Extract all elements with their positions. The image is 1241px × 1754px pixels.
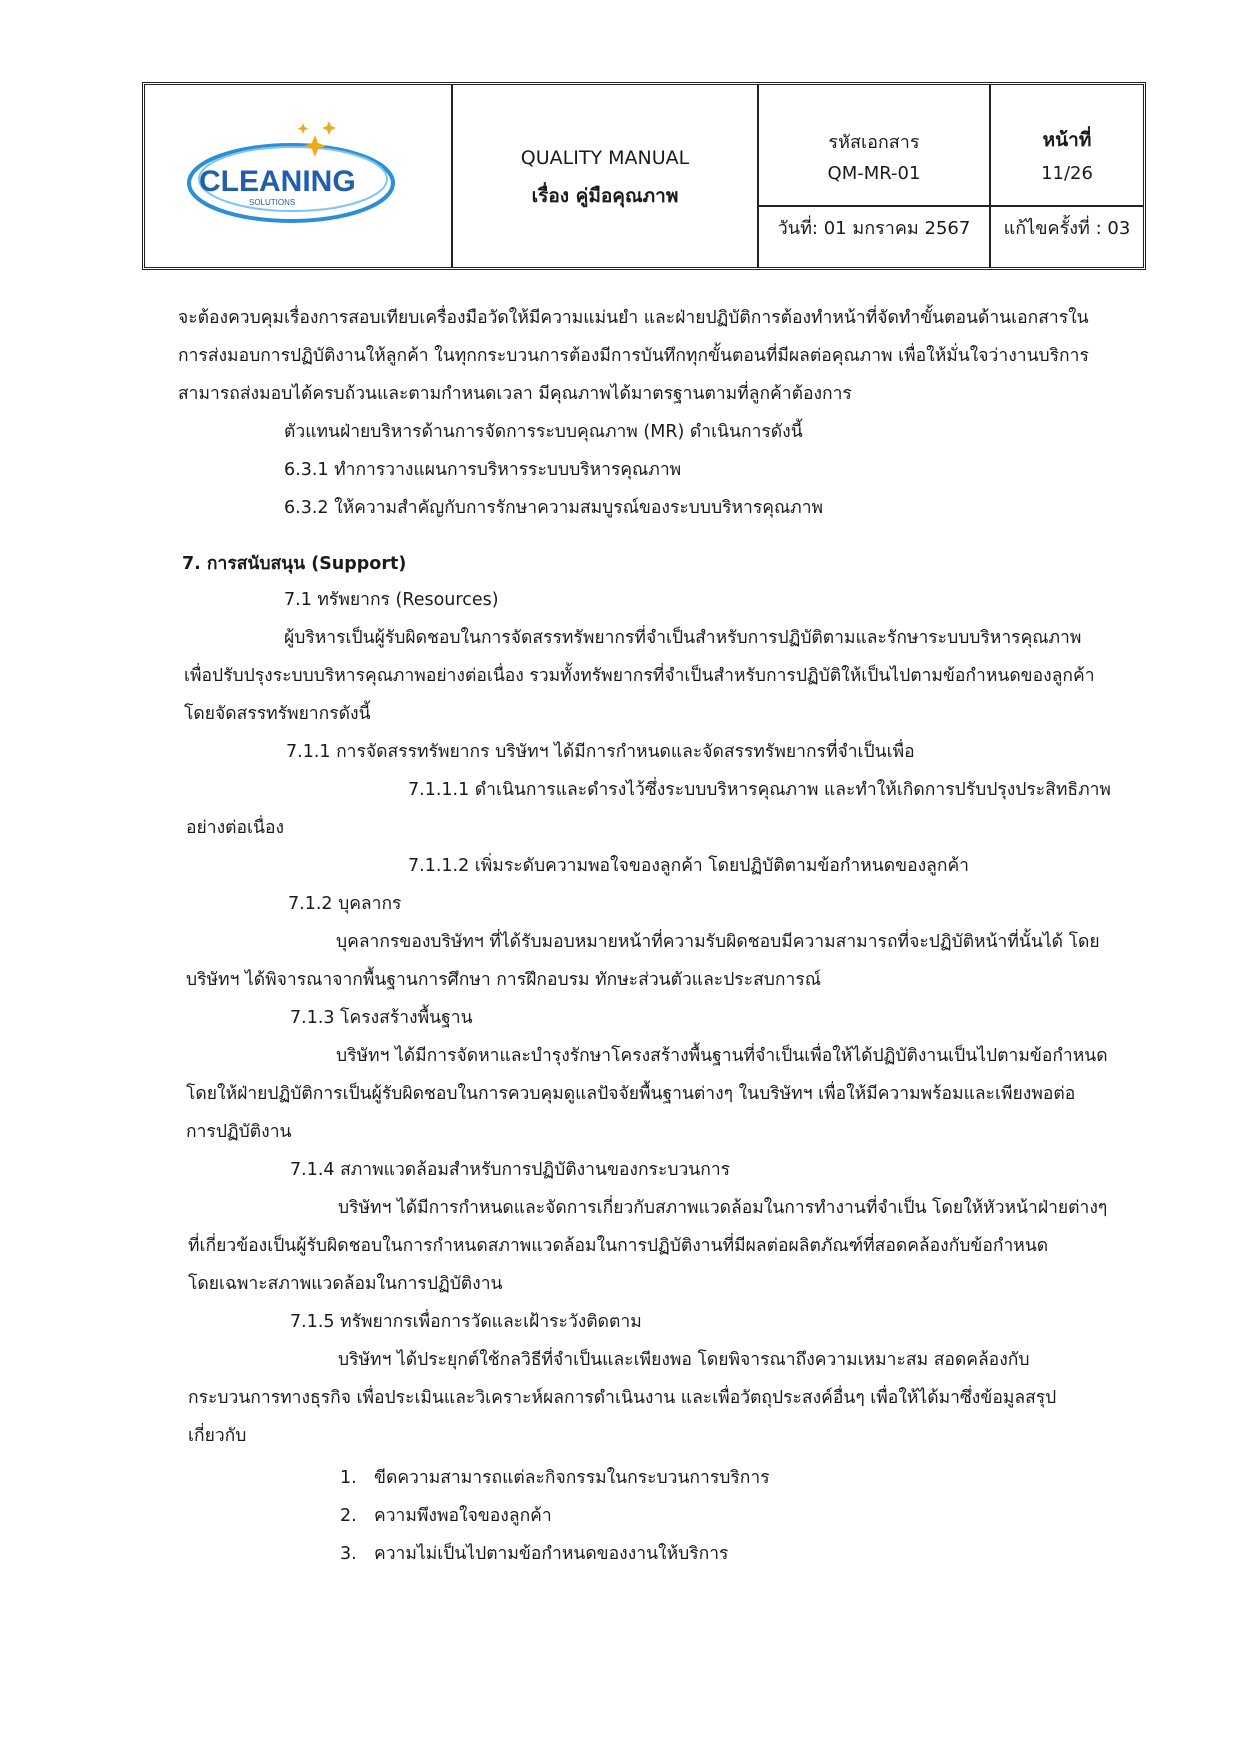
svg-text:CLEANING: CLEANING xyxy=(199,165,356,198)
company-logo xyxy=(183,117,419,237)
list-number: 1. xyxy=(340,1468,357,1488)
doc-code-cell xyxy=(759,85,991,267)
paragraph-line: บริษัทฯ ได้มีการจัดหาและบำรุงรักษาโครงสร้างพื้นฐานที่จำเป็นเพื่อให้ได้ปฏิบัติงานเป็นไปตามข้อกำหนด xyxy=(336,1046,1108,1066)
list-item: ความไม่เป็นไปตามข้อกำหนดของงานให้บริการ xyxy=(374,1544,729,1564)
doc-code: QM-MR-01 xyxy=(827,163,921,184)
paragraph-line: บริษัทฯ ได้พิจารณาจากพื้นฐานการศึกษา การฝึกอบรม ทักษะส่วนตัวและประสบการณ์ xyxy=(186,970,821,990)
paragraph-line: โดยเฉพาะสภาพแวดล้อมในการปฏิบัติงาน xyxy=(188,1274,503,1294)
list-item: 6.3.2 ให้ความสำคัญกับการรักษาความสมบูรณ์ของระบบบริหารคุณภาพ xyxy=(284,498,824,518)
document-header xyxy=(142,82,1146,270)
list-number: 2. xyxy=(340,1506,357,1526)
svg-text:SOLUTIONS: SOLUTIONS xyxy=(249,198,296,207)
paragraph-line: จะต้องควบคุมเรื่องการสอบเทียบเครื่องมือวัดให้มีความแม่นยำ และฝ่ายปฏิบัติการต้องทำหน้าที่จัดทำขั้นตอนด้านเอกสารใน xyxy=(178,308,1089,328)
paragraph-line: ผู้บริหารเป็นผู้รับผิดชอบในการจัดสรรทรัพยากรที่จำเป็นสำหรับการปฏิบัติตามและรักษาระบบบริหารคุณภาพ xyxy=(284,628,1082,648)
page-label: หน้าที่ xyxy=(1042,129,1092,151)
subsection-heading: 7.1.2 บุคลากร xyxy=(288,894,402,914)
paragraph-line: อย่างต่อเนื่อง xyxy=(186,818,285,838)
manual-title: QUALITY MANUAL xyxy=(520,147,690,169)
list-item: ความพึงพอใจของลูกค้า xyxy=(374,1506,552,1526)
page-number: 11/26 xyxy=(1041,163,1093,184)
subsection-heading: 7.1.5 ทรัพยากรเพื่อการวัดและเฝ้าระวังติดตาม xyxy=(290,1312,642,1332)
paragraph-line: การปฏิบัติงาน xyxy=(186,1122,292,1142)
header-divider xyxy=(759,205,1143,207)
paragraph-line: 7.1.1.2 เพิ่มระดับความพอใจของลูกค้า โดยปฏิบัติตามข้อกำหนดของลูกค้า xyxy=(408,856,969,876)
subsection-heading: 7.1.1 การจัดสรรทรัพยากร บริษัทฯ ได้มีการกำหนดและจัดสรรทรัพยากรที่จำเป็นเพื่อ xyxy=(286,742,915,762)
paragraph-line: โดยให้ฝ่ายปฏิบัติการเป็นผู้รับผิดชอบในการควบคุมดูแลปัจจัยพื้นฐานต่างๆ ในบริษัทฯ เพื่อให้มีความพร้อมและเพียงพอต่อ xyxy=(186,1084,1076,1104)
paragraph-line: ตัวแทนฝ่ายบริหารด้านการจัดการระบบคุณภาพ (MR) ดำเนินการดังนี้ xyxy=(284,422,803,442)
doc-code-label: รหัสเอกสาร xyxy=(828,132,920,153)
paragraph-line: สามารถส่งมอบได้ครบถ้วนและตามกำหนดเวลา มีคุณภาพได้มาตรฐานตามที่ลูกค้าต้องการ xyxy=(178,384,852,404)
doc-date: วันที่: 01 มกราคม 2567 xyxy=(777,218,971,239)
list-number: 3. xyxy=(340,1544,357,1564)
paragraph-line: บุคลากรของบริษัทฯ ที่ได้รับมอบหมายหน้าที่ความรับผิดชอบมีความสามารถที่จะปฏิบัติหน้าที่นั้นได้ โดย xyxy=(336,932,1100,952)
subsection-heading: 7.1.3 โครงสร้างพื้นฐาน xyxy=(290,1008,473,1028)
page-cell xyxy=(991,85,1143,267)
paragraph-line: กระบวนการทางธุรกิจ เพื่อประเมินและวิเคราะห์ผลการดำเนินงาน และเพื่อวัตถุประสงค์อื่นๆ เพื่อให้ได้มาซึ่งข้อมูลสรุป xyxy=(188,1388,1057,1408)
list-item: 6.3.1 ทำการวางแผนการบริหารระบบบริหารคุณภาพ xyxy=(284,460,682,480)
paragraph-line: เพื่อปรับปรุงระบบบริหารคุณภาพอย่างต่อเนื่อง รวมทั้งทรัพยากรที่จำเป็นสำหรับการปฏิบัติให้เป็นไปตามข้อกำหนดของลูกค้า xyxy=(184,666,1095,686)
title-cell xyxy=(453,85,759,267)
paragraph-line: โดยจัดสรรทรัพยากรดังนี้ xyxy=(184,704,371,724)
paragraph-line: ที่เกี่ยวข้องเป็นผู้รับผิดชอบในการกำหนดสภาพแวดล้อมในการปฏิบัติงานที่มีผลต่อผลิตภัณฑ์ที่สอดคล้องกับข้อกำหนด xyxy=(188,1236,1049,1256)
paragraph-line: เกี่ยวกับ xyxy=(188,1426,247,1446)
paragraph-line: 7.1.1.1 ดำเนินการและดำรงไว้ซึ่งระบบบริหารคุณภาพ และทำให้เกิดการปรับปรุงประสิทธิภาพ xyxy=(408,780,1111,800)
revision-number: แก้ไขครั้งที่ : 03 xyxy=(1003,218,1131,239)
paragraph-line: บริษัทฯ ได้มีการกำหนดและจัดการเกี่ยวกับสภาพแวดล้อมในการทำงานที่จำเป็น โดยให้หัวหน้าฝ่ายต่างๆ xyxy=(338,1198,1108,1218)
subsection-heading: 7.1.4 สภาพแวดล้อมสำหรับการปฏิบัติงานของกระบวนการ xyxy=(290,1160,731,1180)
paragraph-line: บริษัทฯ ได้ประยุกต์ใช้กลวิธีที่จำเป็นและเพียงพอ โดยพิจารณาถึงความเหมาะสม สอดคล้องกับ xyxy=(338,1350,1030,1370)
subsection-heading: 7.1 ทรัพยากร (Resources) xyxy=(284,590,499,610)
list-item: ขีดความสามารถแต่ละกิจกรรมในกระบวนการบริการ xyxy=(374,1468,770,1488)
section-heading: 7. การสนับสนุน (Support) xyxy=(182,554,407,574)
logo-cell xyxy=(145,85,453,267)
paragraph-line: การส่งมอบการปฏิบัติงานให้ลูกค้า ในทุกกระบวนการต้องมีการบันทึกทุกขั้นตอนที่มีผลต่อคุณภาพ เพื่อให้มั่นใจว่างานบริการ xyxy=(178,346,1089,366)
manual-subtitle: เรื่อง คู่มือคุณภาพ xyxy=(531,185,679,207)
